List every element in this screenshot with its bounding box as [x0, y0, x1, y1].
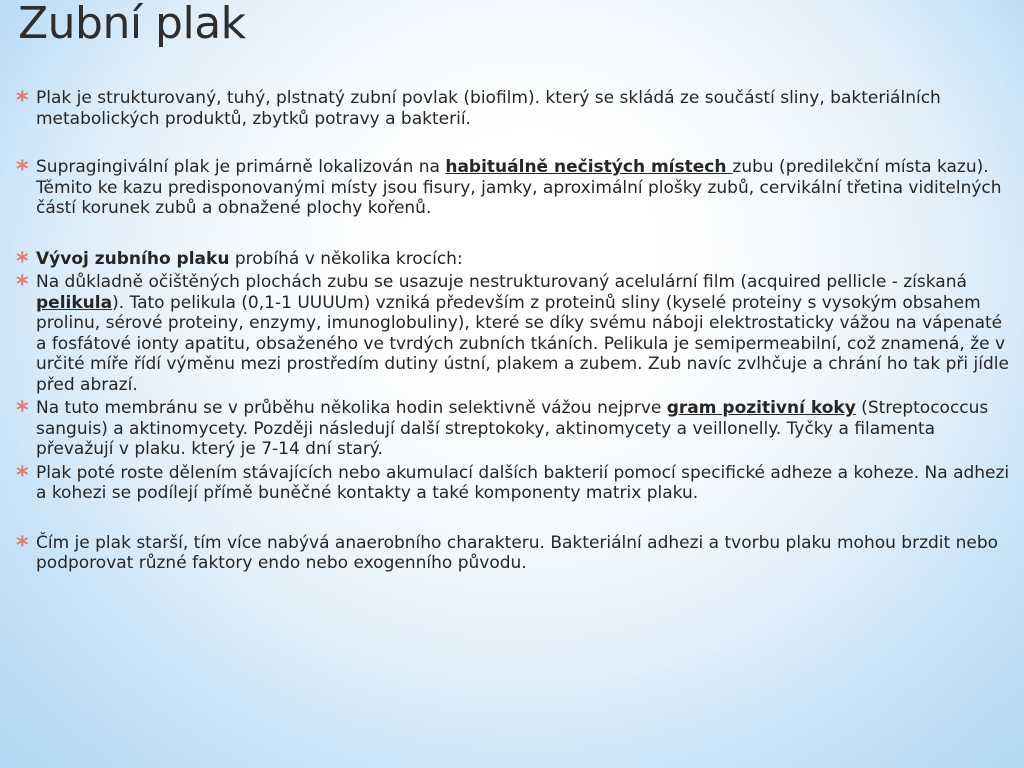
highlight-link[interactable]: habituálně nečistých místech — [445, 157, 733, 177]
bullet-asterisk-icon: * — [16, 270, 29, 298]
bullet-item — [14, 157, 1014, 219]
highlight-link[interactable]: gram pozitivní koky — [666, 398, 856, 418]
bullet-asterisk-icon: * — [16, 86, 29, 114]
bullet-asterisk-icon: * — [16, 396, 29, 424]
bullet-text: Plak poté roste dělením stávajících nebo akumulací dalších bakterií pomocí specifické adheze a koheze. Na adhezi a kohezi se podílejí přímě buněčné kontakty a také komponenty matrix plaku. — [36, 462, 1010, 503]
bullet-asterisk-icon: * — [16, 530, 29, 559]
bullet-text: Supragingivální plak je primárně lokalizován na — [36, 157, 446, 177]
bullet-text: Na důkladně očištěných plochách zubu se usazuje nestrukturovaný acelulární film (acquired pellicle - získaná — [36, 272, 967, 292]
bullet-text: Plak je strukturovaný, tuhý, plstnatý zubní povlak (biofilm). který se skládá ze součástí sliny, bakteriálních metabolických produktů, zbytků potravy a bakterií. — [36, 88, 941, 129]
bullet-list — [14, 88, 1014, 574]
bullet-item — [14, 88, 1014, 129]
slide-title: Zubní plak — [18, 0, 246, 49]
bullet-item — [14, 460, 1014, 504]
bullet-text: Čím je plak starší, tím více nabývá anaerobního charakteru. Bakteriální adhezi a tvorbu plaku mohou brzdit nebo podporovat různé faktory endo nebo exogenního původu. — [36, 532, 999, 573]
bold-text: Vývoj zubního plaku — [36, 248, 230, 269]
bullet-item — [14, 246, 1014, 275]
bullet-asterisk-icon: * — [16, 460, 29, 489]
bullet-text: probíhá v několika krocích: — [229, 248, 463, 269]
bullet-item — [14, 272, 1014, 395]
bullet-text: Na tuto membránu se v průběhu několika hodin selektivně vážou nejprve — [36, 398, 667, 418]
bullet-text: ). Tato pelikula (0,1-1 UUUUm) vzniká především z proteinů sliny (kyselé proteiny s vysokým obsahem prolinu, sérové proteiny, enzymy, imunoglobuliny), které se díky svému náboji elektrostaticky vážou na vápenaté a fosfátové ionty apatitu, obsaženého ve tvrdých zubních tkáních. Pelikula je semipermeabilní, což znamená, že v určité míře řídí výměnu mezi prostředím dutiny ústní, plakem a zubem. Zub navíc zvlhčuje a chrání ho tak při jídle před abrazí. — [36, 292, 1009, 395]
bullet-text: zubu (predilekční místa kazu). Těmito ke kazu predisponovanými místy jsou fisury, jamky, aproximální plošky zubů, cervikální třetina viditelných částí korunek zubů a obnažené plochy kořenů. — [36, 157, 1002, 218]
bullet-item — [14, 398, 1014, 460]
bullet-item — [14, 530, 1014, 574]
bullet-asterisk-icon: * — [16, 155, 29, 183]
bullet-asterisk-icon: * — [16, 246, 29, 275]
bullet-text: (Streptococcus sanguis) a aktinomycety. Později následují další streptokoky, aktinomycety a veillonelly. Tyčky a filamenta převažují v plaku. který je 7-14 dní starý. — [36, 398, 989, 459]
highlight-link[interactable]: pelikula — [36, 292, 113, 313]
